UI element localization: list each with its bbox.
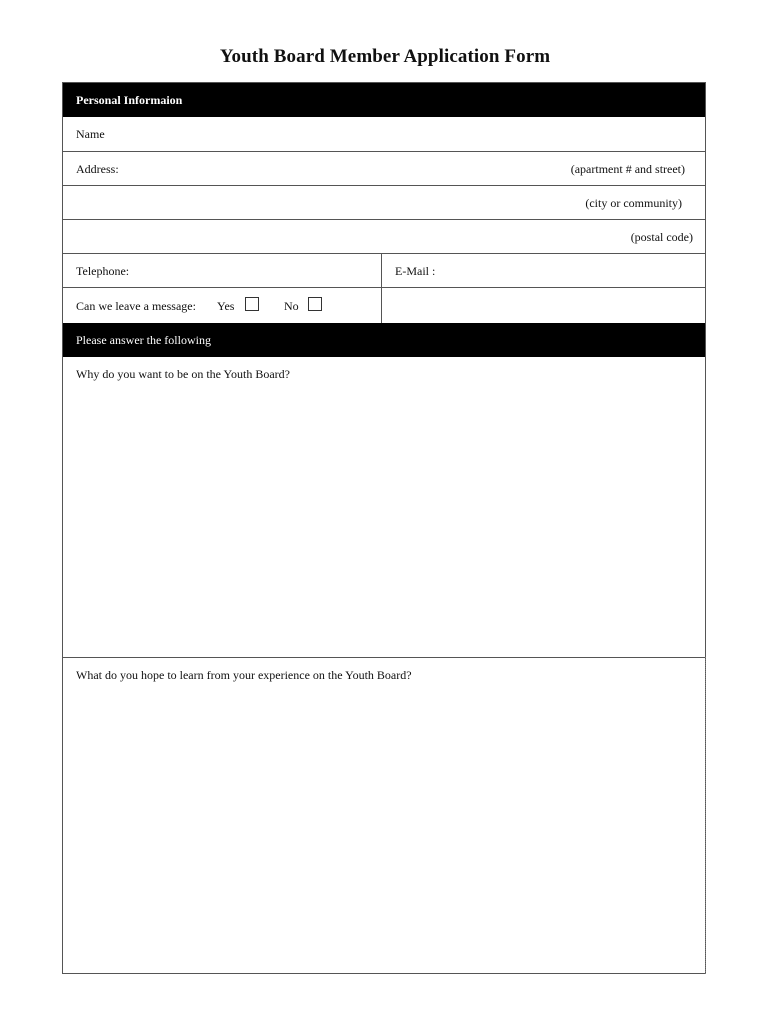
- message-permission-row: [63, 288, 705, 323]
- yes-label: Yes: [217, 299, 235, 313]
- contact-row: [63, 254, 705, 288]
- question-2-label: What do you hope to learn from your experience on the Youth Board?: [76, 668, 412, 682]
- address-line-2-hint: (city or community): [585, 196, 682, 210]
- address-line-3-hint: (postal code): [630, 230, 693, 244]
- no-checkbox[interactable]: [308, 297, 322, 311]
- name-label: Name: [76, 127, 105, 141]
- address-line-2-field[interactable]: [63, 186, 705, 220]
- column-divider: [381, 254, 382, 287]
- question-1-answer-area[interactable]: [63, 357, 705, 658]
- no-label: No: [284, 299, 299, 313]
- dotted-border: [705, 657, 706, 974]
- address-line-3-field[interactable]: [63, 220, 705, 254]
- form-title: Youth Board Member Application Form: [219, 46, 551, 67]
- personal-info-header-label: Personal Informaion: [76, 93, 183, 107]
- personal-info-header: [63, 83, 705, 117]
- address-label: Address:: [76, 162, 119, 176]
- email-label: E-Mail :: [395, 264, 436, 278]
- address-line-1-field[interactable]: [63, 152, 705, 186]
- question-1-label: Why do you want to be on the Youth Board?: [76, 367, 290, 381]
- message-label: Can we leave a message:: [76, 299, 196, 313]
- question-2-answer-area[interactable]: [63, 658, 705, 973]
- address-line-1-hint: (apartment # and street): [570, 162, 685, 176]
- column-divider: [381, 288, 382, 323]
- yes-checkbox[interactable]: [245, 297, 259, 311]
- questions-header: [63, 323, 705, 357]
- application-form: [62, 82, 706, 974]
- questions-header-label: Please answer the following: [76, 333, 211, 347]
- name-field[interactable]: [63, 117, 705, 152]
- telephone-label: Telephone:: [76, 264, 130, 278]
